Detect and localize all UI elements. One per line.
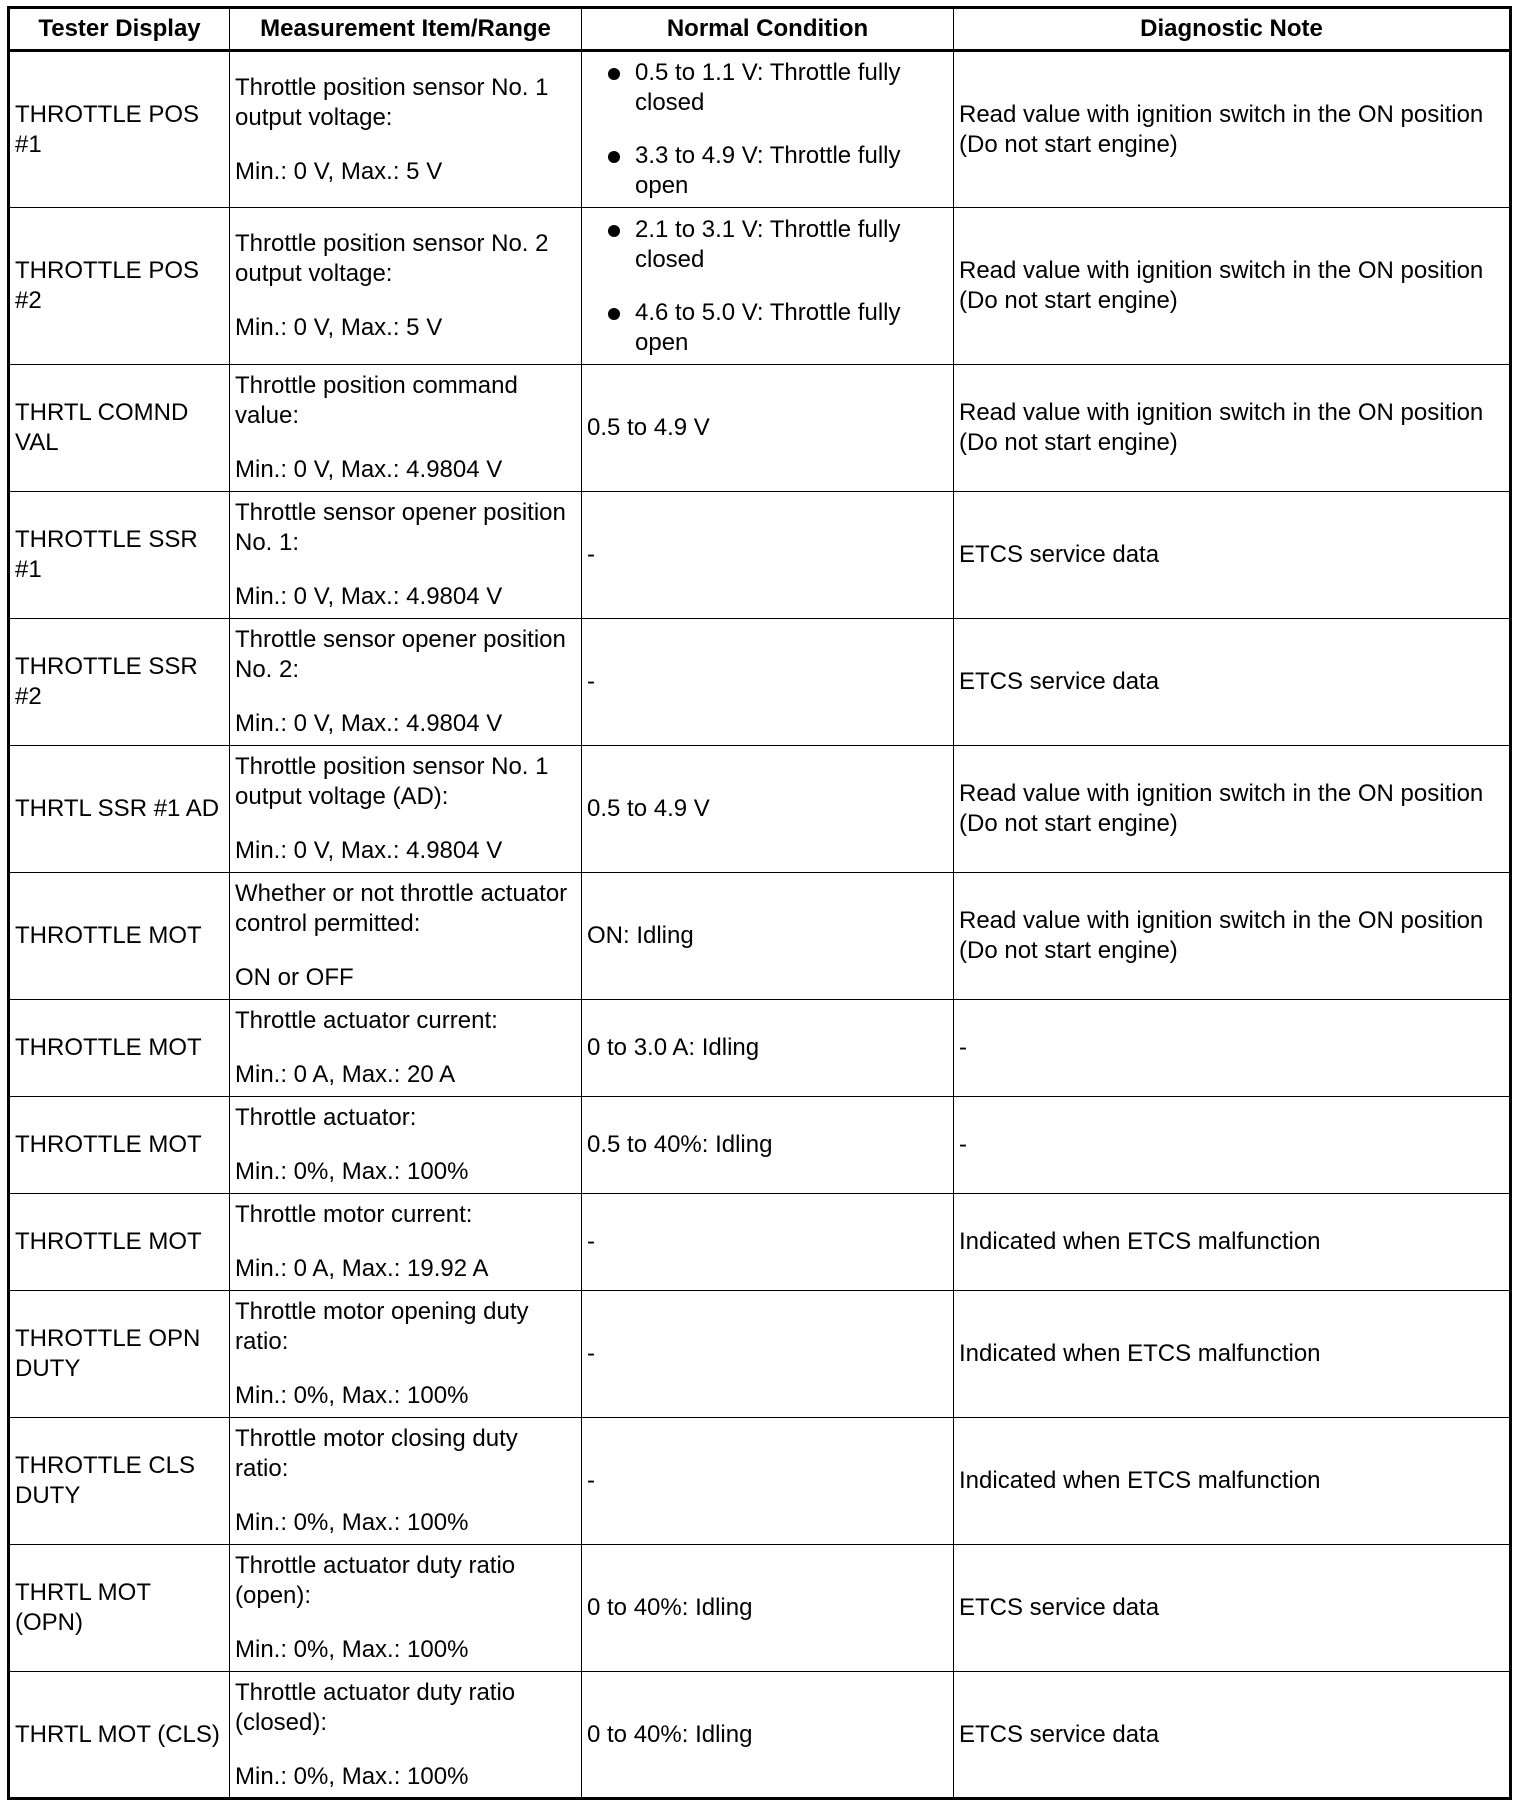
tester-display-cell: THROTTLE SSR #2: [9, 619, 230, 746]
normal-condition-cell: 0.5 to 40%: Idling: [582, 1097, 954, 1194]
measurement-cell: [230, 1418, 582, 1545]
header-diagnostic-note: Diagnostic Note: [954, 8, 1511, 51]
table-row: [9, 1291, 1511, 1418]
table-row: [9, 1000, 1511, 1097]
table-row: [9, 1418, 1511, 1545]
measurement-cell: [230, 619, 582, 746]
table-row: [9, 365, 1511, 492]
measurement-item: Throttle motor opening duty ratio:: [235, 1298, 529, 1355]
table-row: [9, 208, 1511, 365]
diagnostic-note-cell: Indicated when ETCS malfunction: [954, 1291, 1511, 1418]
table-row: [9, 873, 1511, 1000]
tester-display-cell: THRTL SSR #1 AD: [9, 746, 230, 873]
measurement-item: Throttle position sensor No. 1 output voltage:: [235, 73, 549, 131]
table-row: [9, 1194, 1511, 1291]
diagnostic-note-cell: Read value with ignition switch in the ON position (Do not start engine): [954, 746, 1511, 873]
diagnostic-note-cell: Read value with ignition switch in the ON position (Do not start engine): [954, 51, 1511, 208]
header-tester-display: Tester Display: [9, 8, 230, 51]
measurement-item: Throttle sensor opener position No. 1:: [235, 499, 566, 556]
measurement-range: Min.: 0 V, Max.: 4.9804 V: [235, 710, 503, 737]
measurement-range: Min.: 0 V, Max.: 4.9804 V: [235, 837, 503, 864]
tester-display-cell: THROTTLE CLS DUTY: [9, 1418, 230, 1545]
tester-display-cell: THROTTLE POS #1: [9, 51, 230, 208]
measurement-range: Min.: 0%, Max.: 100%: [235, 1762, 469, 1790]
measurement-range: ON or OFF: [235, 964, 354, 991]
measurement-item: Whether or not throttle actuator control permitted:: [235, 880, 568, 937]
normal-condition-cell: 0 to 40%: Idling: [582, 1545, 954, 1672]
measurement-item: Throttle position command value:: [235, 372, 518, 429]
measurement-cell: [230, 208, 582, 365]
table-row: [9, 492, 1511, 619]
measurement-cell: [230, 1545, 582, 1672]
table-row: [9, 51, 1511, 208]
measurement-range: Min.: 0 V, Max.: 5 V: [235, 157, 443, 185]
measurement-cell: [230, 1000, 582, 1097]
table-header-row: [9, 8, 1511, 51]
normal-condition-cell: -: [582, 1291, 954, 1418]
measurement-item: Throttle sensor opener position No. 2:: [235, 626, 566, 683]
measurement-item: Throttle actuator duty ratio (closed):: [235, 1678, 516, 1736]
measurement-item: Throttle actuator:: [235, 1104, 417, 1131]
table-row: [9, 1097, 1511, 1194]
tester-display-cell: THROTTLE MOT: [9, 1097, 230, 1194]
measurement-item: Throttle actuator current:: [235, 1007, 498, 1034]
tester-display-cell: THRTL COMND VAL: [9, 365, 230, 492]
measurement-item: Throttle position sensor No. 2 output voltage:: [235, 230, 549, 287]
tester-display-cell: THROTTLE MOT: [9, 1000, 230, 1097]
measurement-cell: [230, 746, 582, 873]
tester-display-cell: THROTTLE SSR #1: [9, 492, 230, 619]
condition-bullet: 4.6 to 5.0 V: Throttle fully open: [587, 298, 948, 358]
measurement-item: Throttle position sensor No. 1 output voltage (AD):: [235, 753, 549, 810]
diagnostic-note-cell: ETCS service data: [954, 1545, 1511, 1672]
measurement-cell: [230, 492, 582, 619]
measurement-item: Throttle motor closing duty ratio:: [235, 1425, 518, 1482]
tester-display-cell: THRTL MOT (OPN): [9, 1545, 230, 1672]
measurement-cell: [230, 51, 582, 208]
normal-condition-cell: [582, 51, 954, 208]
measurement-range: Min.: 0 V, Max.: 4.9804 V: [235, 456, 503, 483]
diagnostic-note-cell: ETCS service data: [954, 1672, 1511, 1799]
diagnostic-note-cell: ETCS service data: [954, 619, 1511, 746]
normal-condition-cell: [582, 208, 954, 365]
measurement-cell: [230, 1291, 582, 1418]
table-row: [9, 746, 1511, 873]
tester-display-cell: THROTTLE POS #2: [9, 208, 230, 365]
normal-condition-cell: -: [582, 619, 954, 746]
measurement-range: Min.: 0 A, Max.: 19.92 A: [235, 1255, 489, 1282]
normal-condition-cell: -: [582, 1418, 954, 1545]
normal-condition-cell: 0 to 3.0 A: Idling: [582, 1000, 954, 1097]
measurement-cell: [230, 1194, 582, 1291]
condition-bullet: 2.1 to 3.1 V: Throttle fully closed: [587, 215, 948, 275]
normal-condition-cell: -: [582, 1194, 954, 1291]
measurement-range: Min.: 0%, Max.: 100%: [235, 1158, 469, 1185]
measurement-range: Min.: 0 A, Max.: 20 A: [235, 1061, 456, 1088]
diagnostic-note-cell: Read value with ignition switch in the ON position (Do not start engine): [954, 873, 1511, 1000]
diagnostic-note-cell: ETCS service data: [954, 492, 1511, 619]
normal-condition-cell: 0.5 to 4.9 V: [582, 365, 954, 492]
normal-condition-cell: ON: Idling: [582, 873, 954, 1000]
measurement-cell: [230, 1672, 582, 1799]
measurement-range: Min.: 0%, Max.: 100%: [235, 1509, 469, 1536]
diagnostic-note-cell: Read value with ignition switch in the ON position (Do not start engine): [954, 208, 1511, 365]
normal-condition-cell: -: [582, 492, 954, 619]
measurement-range: Min.: 0 V, Max.: 5 V: [235, 314, 443, 341]
header-measurement-item: Measurement Item/Range: [230, 8, 582, 51]
measurement-item: Throttle motor current:: [235, 1201, 473, 1228]
tester-display-cell: THRTL MOT (CLS): [9, 1672, 230, 1799]
measurement-cell: [230, 1097, 582, 1194]
measurement-item: Throttle actuator duty ratio (open):: [235, 1552, 516, 1609]
table-row: [9, 1672, 1511, 1799]
header-normal-condition: Normal Condition: [582, 8, 954, 51]
condition-bullet: 3.3 to 4.9 V: Throttle fully open: [587, 141, 948, 201]
data-list-table: [7, 6, 1512, 1800]
measurement-range: Min.: 0%, Max.: 100%: [235, 1382, 469, 1409]
measurement-cell: [230, 365, 582, 492]
document-page: [7, 6, 1509, 1800]
diagnostic-note-cell: Indicated when ETCS malfunction: [954, 1418, 1511, 1545]
diagnostic-note-cell: -: [954, 1097, 1511, 1194]
diagnostic-note-cell: -: [954, 1000, 1511, 1097]
normal-condition-cell: 0 to 40%: Idling: [582, 1672, 954, 1799]
diagnostic-note-cell: Indicated when ETCS malfunction: [954, 1194, 1511, 1291]
table-row: [9, 1545, 1511, 1672]
measurement-range: Min.: 0 V, Max.: 4.9804 V: [235, 583, 503, 610]
table-row: [9, 619, 1511, 746]
measurement-range: Min.: 0%, Max.: 100%: [235, 1636, 469, 1663]
measurement-cell: [230, 873, 582, 1000]
normal-condition-cell: 0.5 to 4.9 V: [582, 746, 954, 873]
condition-bullet: 0.5 to 1.1 V: Throttle fully closed: [587, 58, 948, 118]
diagnostic-note-cell: Read value with ignition switch in the ON position (Do not start engine): [954, 365, 1511, 492]
tester-display-cell: THROTTLE MOT: [9, 1194, 230, 1291]
tester-display-cell: THROTTLE OPN DUTY: [9, 1291, 230, 1418]
tester-display-cell: THROTTLE MOT: [9, 873, 230, 1000]
